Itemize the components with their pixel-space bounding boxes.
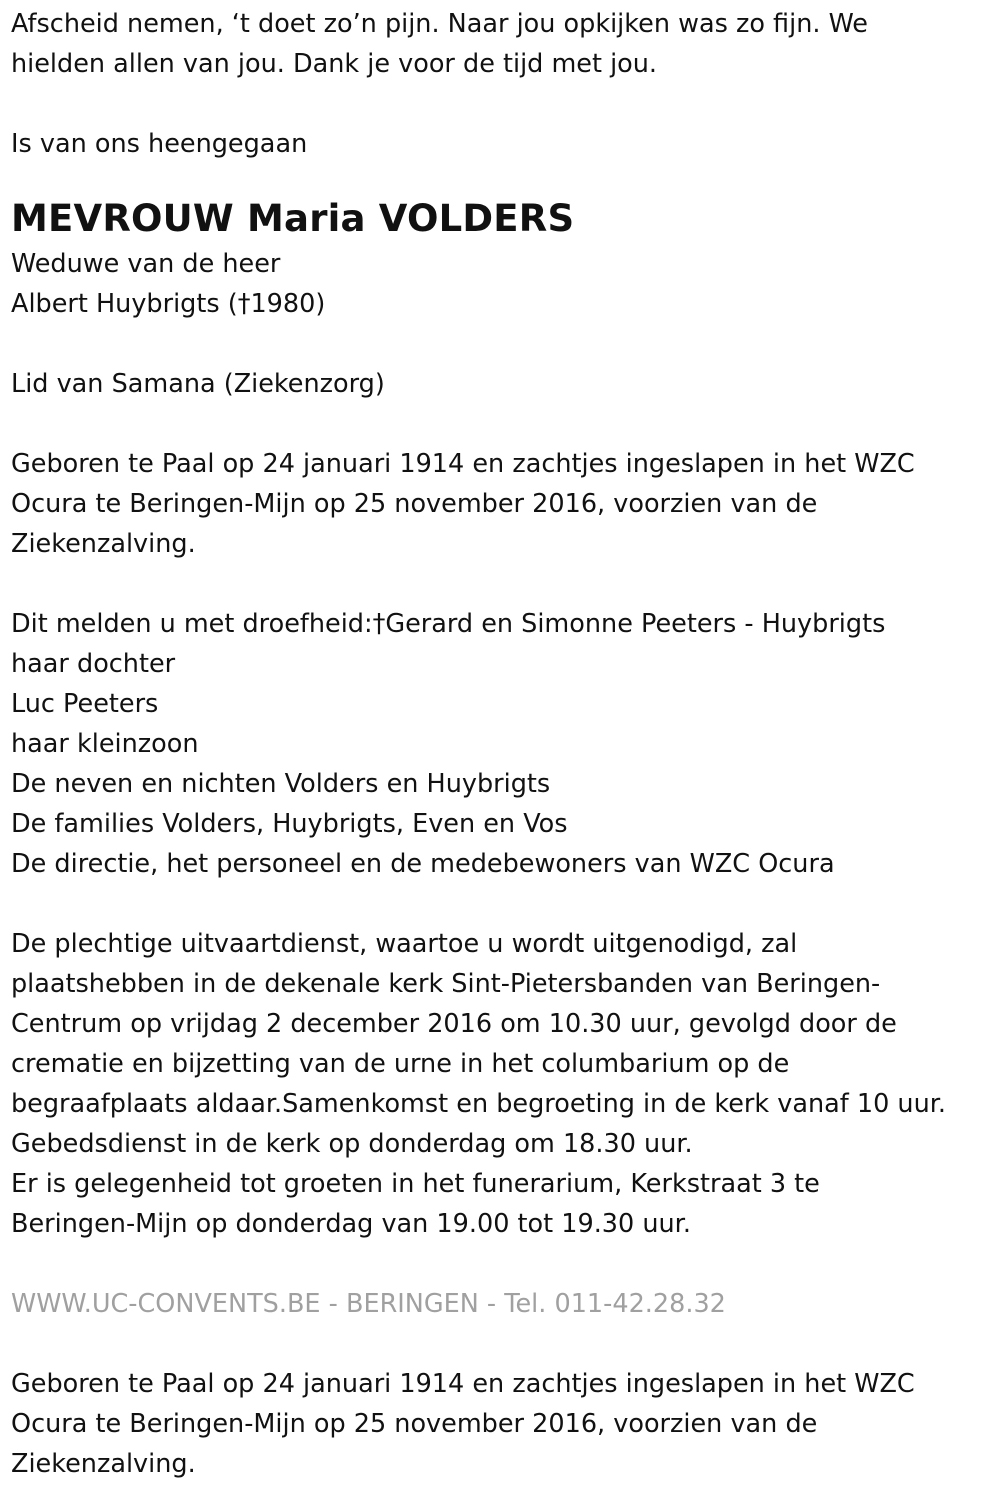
birth-death-line-1: Geboren te Paal op 24 januari 1914 en zachtjes ingeslapen in het WZC xyxy=(11,449,915,479)
intro-line-2: hielden allen van jou. Dank je voor de tijd met jou. xyxy=(11,49,658,79)
service-line: crematie en bijzetting van de urne in het columbarium op de xyxy=(11,1049,790,1079)
birth-death-line-2: Ocura te Beringen-Mijn op 25 november 2016, voorzien van de xyxy=(11,489,818,519)
spacer xyxy=(11,884,988,924)
service-line: Er is gelegenheid tot groeten in het funerarium, Kerkstraat 3 te xyxy=(11,1169,820,1199)
spacer xyxy=(11,164,988,190)
service-line: Centrum op vrijdag 2 december 2016 om 10.30 uur, gevolgd door de xyxy=(11,1009,897,1039)
birth-death-line-3: Ziekenzalving. xyxy=(11,529,196,559)
mourner-line: Luc Peeters xyxy=(11,689,159,719)
spacer xyxy=(11,1324,988,1364)
service-line: plaatshebben in de dekenale kerk Sint-Pietersbanden van Beringen- xyxy=(11,969,881,999)
birth-death-paragraph-repeat xyxy=(11,1364,988,1484)
mourner-line: haar kleinzoon xyxy=(11,729,199,759)
mourner-line: haar dochter xyxy=(11,649,176,679)
spacer xyxy=(11,404,988,444)
service-line: De plechtige uitvaartdienst, waartoe u wordt uitgenodigd, zal xyxy=(11,929,798,959)
service-line: begraafplaats aldaar.Samenkomst en begroeting in de kerk vanaf 10 uur. xyxy=(11,1089,946,1119)
membership-text: Lid van Samana (Ziekenzorg) xyxy=(11,369,385,399)
funeral-home-link[interactable]: WWW.UC-CONVENTS.BE - BERINGEN - Tel. 011-42.28.32 xyxy=(11,1289,726,1319)
spacer xyxy=(11,324,988,364)
mourner-line: Dit melden u met droefheid:†Gerard en Simonne Peeters - Huybrigts xyxy=(11,609,886,639)
mourner-line: De neven en nichten Volders en Huybrigts xyxy=(11,769,551,799)
service-details xyxy=(11,924,988,1244)
birth-death-line-1: Geboren te Paal op 24 januari 1914 en zachtjes ingeslapen in het WZC xyxy=(11,1369,915,1399)
birth-death-line-3: Ziekenzalving. xyxy=(11,1449,196,1479)
spouse-line-2: Albert Huybrigts (†1980) xyxy=(11,289,326,319)
birth-death-paragraph xyxy=(11,444,988,564)
mourner-line: De families Volders, Huybrigts, Even en Vos xyxy=(11,809,568,839)
deceased-name: MEVROUW Maria VOLDERS xyxy=(11,197,575,240)
mourner-line: De directie, het personeel en de medebewoners van WZC Ocura xyxy=(11,849,835,879)
announcement-text: Is van ons heengegaan xyxy=(11,129,308,159)
spacer xyxy=(11,84,988,124)
mourners-list xyxy=(11,604,988,884)
birth-death-line-2: Ocura te Beringen-Mijn op 25 november 2016, voorzien van de xyxy=(11,1409,818,1439)
spouse-line-1: Weduwe van de heer xyxy=(11,249,281,279)
spacer xyxy=(11,1244,988,1284)
intro-line-1: Afscheid nemen, ‘t doet zo’n pijn. Naar jou opkijken was zo fijn. We xyxy=(11,9,868,39)
intro-poem xyxy=(11,4,988,84)
service-line: Gebedsdienst in de kerk op donderdag om 18.30 uur. xyxy=(11,1129,693,1159)
spacer xyxy=(11,564,988,604)
service-line: Beringen-Mijn op donderdag van 19.00 tot 19.30 uur. xyxy=(11,1209,691,1239)
